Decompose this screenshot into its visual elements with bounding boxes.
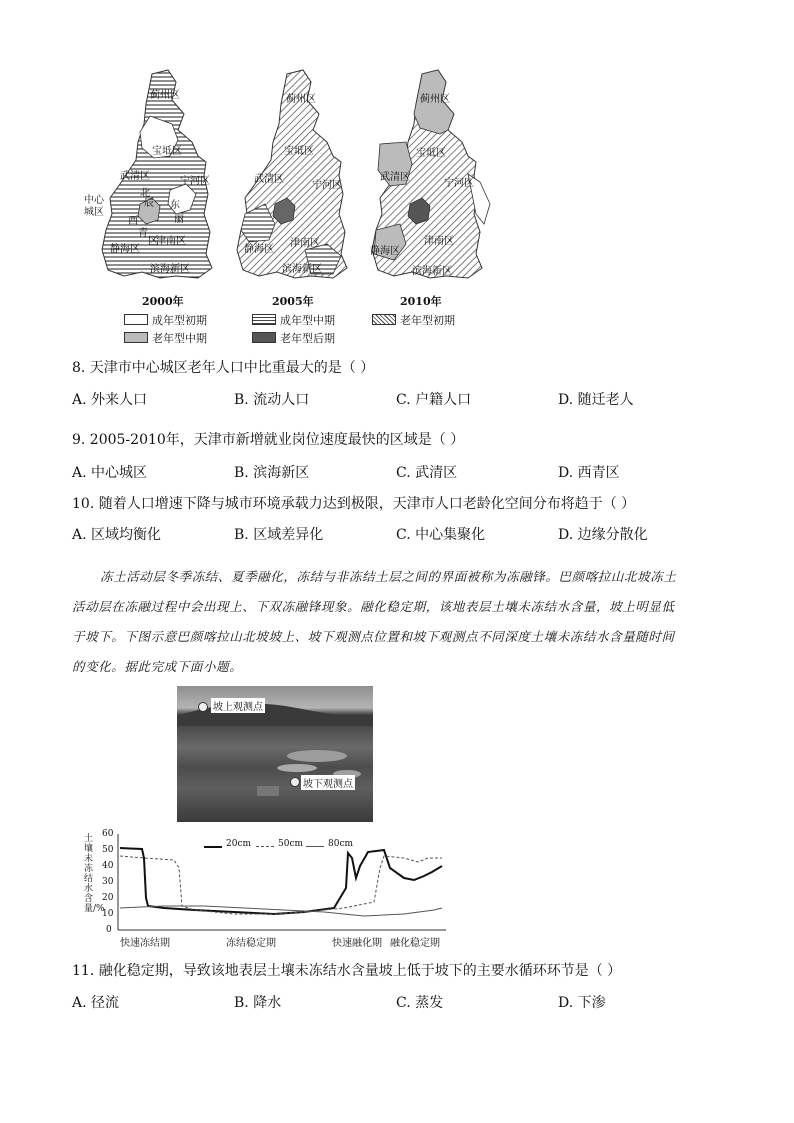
label-baodi-2005: 宝坻区 — [284, 146, 314, 157]
legend-swatch-4 — [124, 332, 148, 343]
label-wuqing-2010: 武清区 — [380, 172, 410, 183]
q8-option-b[interactable]: B. 流动人口 — [234, 392, 310, 408]
q9-option-a[interactable]: A. 中心城区 — [72, 465, 148, 481]
label-zhongxin-2000: 中心城区 — [84, 195, 104, 218]
map-char-dong: 东 — [170, 200, 180, 211]
ytick-50: 50 — [102, 845, 114, 855]
ytick-30: 30 — [102, 877, 114, 887]
label-ninghe-2005: 宁河区 — [312, 180, 342, 191]
legend-label-4: 老年型中期 — [152, 332, 207, 345]
label-wuqing-2005: 武清区 — [254, 174, 284, 185]
ytick-0: 0 — [106, 925, 112, 935]
year-2010: 2010年 — [400, 295, 442, 308]
label-jinnan-2005: 津南区 — [290, 238, 320, 249]
label-jinghai-2010: 静海区 — [370, 246, 400, 257]
q9-option-c[interactable]: C. 武清区 — [396, 465, 458, 481]
legend-label-1: 成年型初期 — [152, 314, 207, 327]
q9-option-b[interactable]: B. 滨海新区 — [234, 465, 310, 481]
question-10-stem: 10. 随着人口增速下降与城市环境承载力达到极限，天津市人口老龄化空间分布将趋于（ ） — [72, 496, 636, 512]
question-9-stem: 9. 2005-2010年，天津市新增就业岗位速度最快的区域是（ ） — [72, 432, 465, 448]
upper-point-marker — [198, 702, 208, 712]
question-8-stem: 8. 天津市中心城区老年人口中比重最大的是（ ） — [72, 360, 375, 376]
legend-50cm: 50cm — [278, 839, 304, 849]
question-11-stem: 11. 融化稳定期，导致该地表层土壤未冻结水含量坡上低于坡下的主要水循环环节是（ ） — [72, 963, 622, 979]
ytick-40: 40 — [102, 861, 114, 871]
period-4: 融化稳定期 — [390, 938, 440, 949]
label-ninghe-2000: 宁河区 — [180, 176, 210, 187]
label-jizhou-2005: 蓟州区 — [286, 94, 316, 105]
ytick-20: 20 — [102, 893, 114, 903]
ytick-10: 10 — [102, 909, 114, 919]
period-3: 快速融化期 — [332, 938, 382, 949]
observation-photo — [177, 686, 373, 822]
q8-option-d[interactable]: D. 随迁老人 — [558, 392, 634, 408]
label-baodi-2010: 宝坻区 — [416, 148, 446, 159]
lower-point-label: 坡下观测点 — [301, 775, 355, 790]
year-2005: 2005年 — [272, 295, 314, 308]
legend-80cm: 80cm — [328, 839, 354, 849]
label-ninghe-2010: 宁河区 — [444, 178, 474, 189]
label-jizhou-2010: 蓟州区 — [420, 94, 450, 105]
lower-point-marker — [290, 777, 300, 787]
population-maps-figure — [80, 64, 500, 349]
label-wuqing-2000: 武清区 — [120, 171, 150, 182]
legend-label-2: 成年型中期 — [280, 314, 335, 327]
series-50cm-line — [120, 856, 442, 914]
passage-line-4: 的变化。据此完成下面小题。 — [72, 659, 243, 674]
map-char-xi: 西 — [128, 216, 138, 227]
map-legend — [124, 312, 484, 346]
passage-line-2: 活动层在冻融过程中会出现上、下双冻融锋现象。融化稳定期，该地表层土壤未冻结水含量，坡上明显低 — [72, 599, 675, 614]
map-char-qu: 区 — [148, 236, 158, 247]
year-2000: 2000年 — [142, 295, 184, 308]
q10-option-c[interactable]: C. 中心集聚化 — [396, 527, 486, 543]
period-1: 快速冻结期 — [120, 938, 170, 949]
q8-option-a[interactable]: A. 外来人口 — [72, 392, 148, 408]
q10-option-b[interactable]: B. 区域差异化 — [234, 527, 324, 543]
label-jinghai-2000: 静海区 — [110, 244, 140, 255]
period-2: 冻结稳定期 — [226, 938, 276, 949]
q10-option-d[interactable]: D. 边缘分散化 — [558, 527, 648, 543]
map-char-bei: 北 — [140, 188, 150, 199]
q8-option-c[interactable]: C. 户籍人口 — [396, 392, 472, 408]
label-jinnan-2000: 津南区 — [156, 236, 186, 247]
q11-option-b[interactable]: B. 降水 — [234, 995, 282, 1011]
map-char-qing: 青 — [138, 228, 148, 239]
ytick-60: 60 — [102, 829, 114, 839]
legend-label-5: 老年型后期 — [280, 332, 335, 345]
chart-ylabel: 土壤未冻结水含量/% — [84, 834, 105, 914]
map-char-chen: 辰 — [144, 198, 154, 209]
q11-option-c[interactable]: C. 蒸发 — [396, 995, 444, 1011]
label-baodi-2000: 宝坻区 — [152, 146, 182, 157]
legend-50cm-swatch — [256, 846, 274, 847]
q10-option-a[interactable]: A. 区域均衡化 — [72, 527, 162, 543]
legend-swatch-5 — [252, 332, 276, 343]
map-char-li: 丽 — [174, 214, 184, 225]
legend-swatch-1 — [124, 314, 148, 325]
passage-line-3: 于坡下。下图示意巴颜喀拉山北坡坡上、坡下观测点位置和坡下观测点不同深度土壤未冻结水含量随时间 — [72, 629, 675, 644]
passage-line-1: 冻土活动层冬季冻结、夏季融化，冻结与非冻结土层之间的界面被称为冻融锋。巴颜喀拉山北坡冻土 — [100, 569, 677, 584]
q11-option-a[interactable]: A. 径流 — [72, 995, 120, 1011]
upper-point-label: 坡上观测点 — [211, 698, 265, 713]
label-jinnan-2010: 津南区 — [424, 236, 454, 247]
water-content-chart — [84, 828, 454, 950]
legend-label-3: 老年型初期 — [400, 314, 455, 327]
legend-20cm: 20cm — [226, 839, 252, 849]
label-jizhou-2000: 蓟州区 — [150, 90, 180, 101]
label-binhai-2010: 滨海新区 — [412, 266, 452, 277]
legend-80cm-swatch — [306, 846, 324, 847]
legend-20cm-swatch — [204, 846, 222, 848]
label-binhai-2000: 滨海新区 — [150, 264, 190, 275]
q11-option-d[interactable]: D. 下渗 — [558, 995, 606, 1011]
label-jinghai-2005: 静海区 — [244, 244, 274, 255]
q9-option-d[interactable]: D. 西青区 — [558, 465, 620, 481]
series-20cm-line — [120, 848, 442, 914]
legend-swatch-3 — [372, 314, 396, 325]
label-binhai-2005: 滨海新区 — [282, 264, 322, 275]
legend-swatch-2 — [252, 314, 276, 325]
